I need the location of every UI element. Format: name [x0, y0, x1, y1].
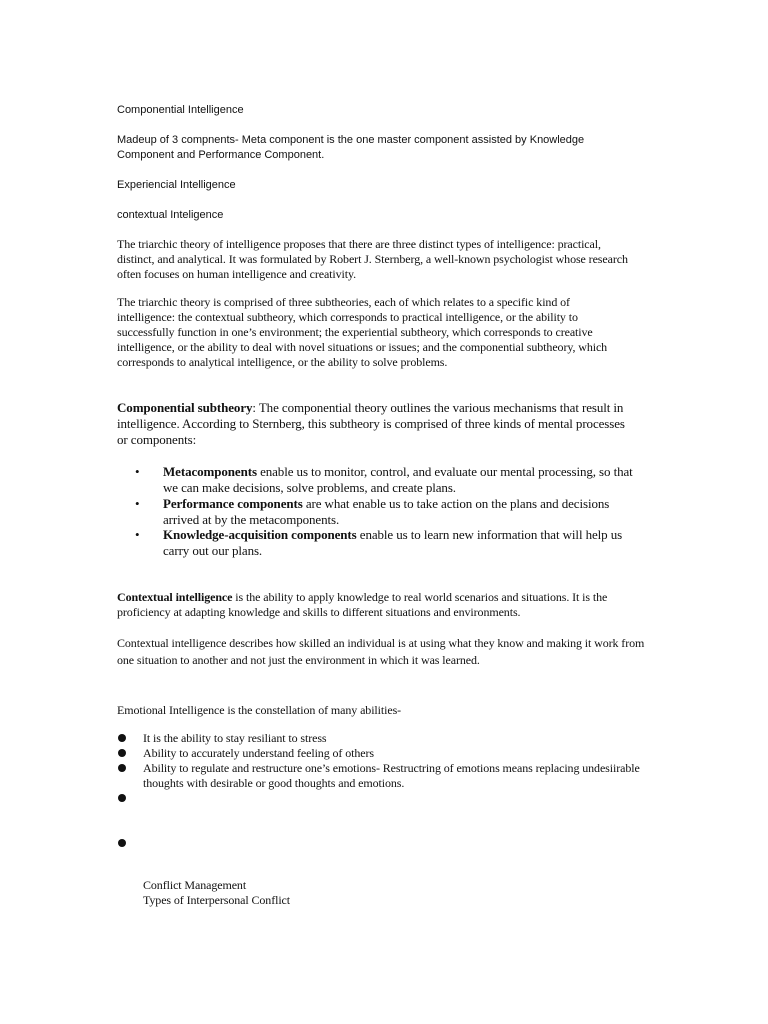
bullet-icon: [118, 794, 126, 802]
contextual-intelligence-paragraph: [117, 590, 637, 620]
bullet-icon: •: [135, 464, 140, 479]
contextual-intelligence-text: is the ability to apply knowledge to real world scenarios and situations. It is the proficiency at adapting knowledge and skills to different situations and environments.: [117, 590, 608, 619]
component-text: [163, 527, 643, 559]
emotional-list-text: Ability to regulate and restructure one’s emotions- Restructring of emotions means replacing undesiirable thoughts with desirable or good thoughts and emotions.: [143, 761, 640, 790]
component-description: enable us to learn new information that will help us carry out our plans.: [163, 527, 623, 558]
component-text: [163, 496, 643, 528]
component-term: Knowledge-acquisition components: [163, 527, 357, 542]
emotional-intelligence-intro: Emotional Intelligence is the constellation of many abilities-: [117, 703, 402, 717]
footer-conflict-management: Conflict Management: [143, 878, 247, 892]
componential-subtheory-paragraph: [117, 400, 637, 448]
bullet-icon: •: [135, 496, 140, 511]
heading-contextual-intelligence: contextual Inteligence: [117, 209, 224, 221]
triarchic-paragraph-1: The triarchic theory of intelligence proposes that there are three distinct types of intelligence: practical, distinct, and analytical. It was formulated by Robert J. Sternberg, a well-known psychologist whose research often focuses on human intelligence and creativity.: [117, 237, 628, 281]
heading-experiencial-intelligence: Experiencial Intelligence: [117, 179, 236, 191]
contextual-intelligence-term: Contextual intelligence: [117, 590, 233, 604]
footer-interpersonal-conflict: Types of Interpersonal Conflict: [143, 893, 291, 907]
component-term: Metacomponents: [163, 464, 257, 479]
bullet-icon: [118, 839, 126, 847]
bullet-icon: [118, 734, 126, 742]
triarchic-paragraph-2: The triarchic theory is comprised of three subtheories, each of which relates to a specific kind of intelligence: the contextual subtheory, which corresponds to practical intelligence, or the ability to successfully function in one’s environment; the experiential subtheory, which corresponds to creative intelligence, or the ability to deal with novel situations or issues; and the componential subtheory, which corresponds to analytical intelligence, or the ability to solve problems.: [117, 295, 608, 369]
componential-subtheory-text: : The componential theory outlines the various mechanisms that result in intelligence. According to Sternberg, this subtheory is comprised of three kinds of mental processes or components:: [117, 400, 625, 447]
component-term: Performance components: [163, 496, 303, 511]
madeup-paragraph: Madeup of 3 compnents- Meta component is the one master component assisted by Knowledge Component and Performance Component.: [117, 134, 585, 161]
component-description: enable us to monitor, control, and evaluate our mental processing, so that we can make decisions, solve problems, and create plans.: [163, 464, 633, 495]
emotional-list-text: It is the ability to stay resiliant to stress: [143, 731, 327, 745]
contextual-intelligence-paragraph-2: Contextual intelligence describes how skilled an individual is at using what they know and making it work from one situation to another and not just the environment in which it was learned.: [117, 636, 645, 667]
component-description: are what enable us to take action on the plans and decisions arrived at by the metacomponents.: [163, 496, 610, 527]
componential-subtheory-term: Componential subtheory: [117, 400, 253, 415]
emotional-list-text: Ability to accurately understand feeling of others: [143, 746, 374, 760]
heading-componential-intelligence: Componential Intelligence: [117, 104, 244, 116]
bullet-icon: [118, 749, 126, 757]
bullet-icon: •: [135, 527, 140, 542]
bullet-icon: [118, 764, 126, 772]
component-text: [163, 464, 643, 496]
